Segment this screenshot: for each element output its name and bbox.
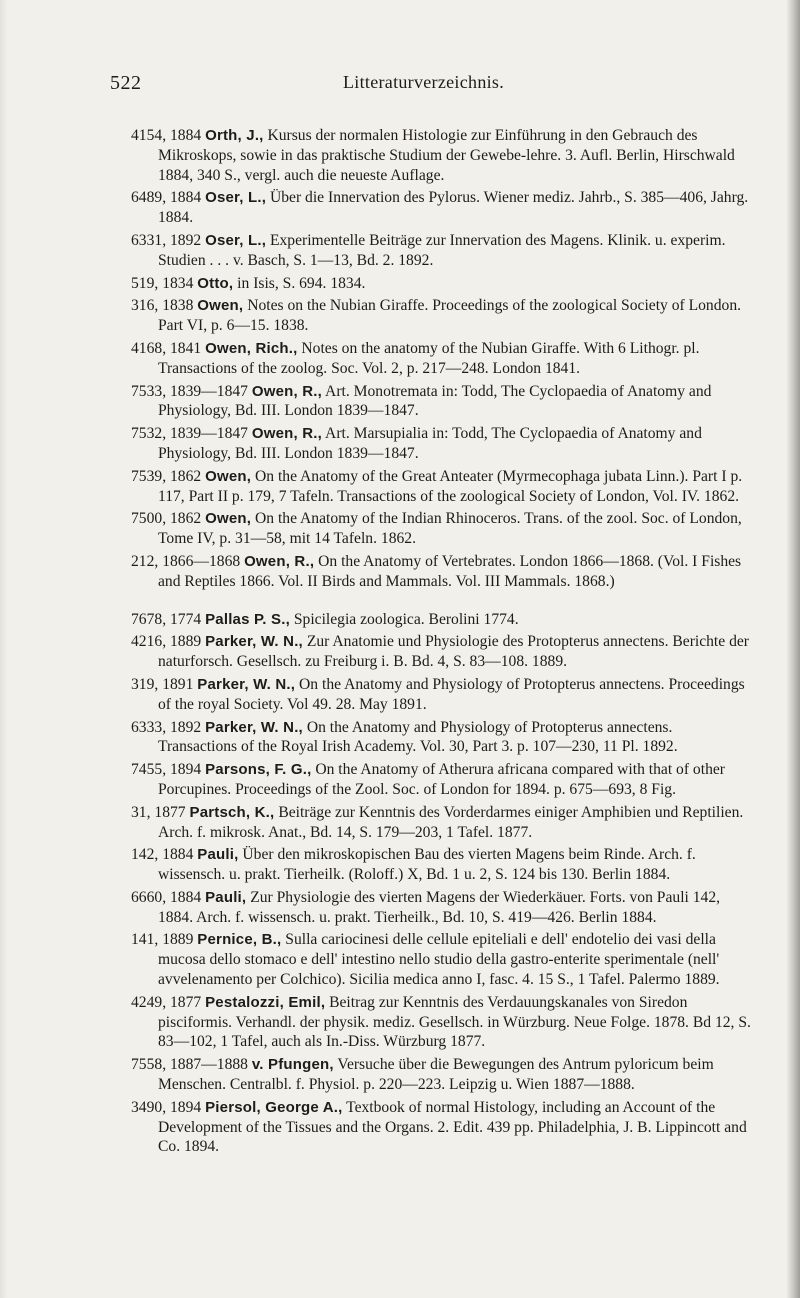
entry-number: 7500, 1862 xyxy=(131,510,206,528)
entry-author: Owen, xyxy=(197,297,244,315)
entry-text: Notes on the anatomy of the Nubian Giraffe. With 6 Lithogr. pl. Transactions of the zoolog. Soc. Vol. 2, p. 217—248. London 1841. xyxy=(158,339,700,377)
bibliography-entry xyxy=(131,803,751,843)
entry-author: Owen, xyxy=(205,510,252,528)
entry-number: 519, 1834 xyxy=(131,274,198,292)
bibliography-entry xyxy=(131,231,751,271)
entry-number: 7678, 1774 xyxy=(131,610,206,628)
bibliography-entry xyxy=(131,993,751,1052)
bibliography-entry xyxy=(131,552,751,592)
entry-text: On the Anatomy and Physiology of Protopterus annectens. Proceedings of the royal Society. Vol 49. 28. May 1891. xyxy=(158,675,745,713)
entry-number: 4249, 1877 xyxy=(131,993,206,1011)
bibliography-entry xyxy=(131,424,751,464)
entry-number: 6333, 1892 xyxy=(131,718,206,736)
entry-number: 6331, 1892 xyxy=(131,231,206,249)
entry-author: Oser, L., xyxy=(205,189,267,207)
bibliography-entry xyxy=(131,888,751,928)
bibliography-entry xyxy=(131,126,751,185)
bibliography-entry xyxy=(131,296,751,336)
bibliography-entry xyxy=(131,675,751,715)
entry-text: Beitrag zur Kenntnis des Verdauungskanales von Siredon pisciformis. Verhandl. der physik. mediz. Gesellsch. in Würzburg. Neue Folge. 1878. Bd 12, S. 83—102, 1 Tafel, auch als In.-Diss. Würzburg 1877. xyxy=(158,993,751,1051)
bibliography-entry xyxy=(131,467,751,507)
entry-text: Notes on the Nubian Giraffe. Proceedings of the zoological Society of London. Part VI, p. 6—15. 1838. xyxy=(158,297,742,335)
entry-number: 4154, 1884 xyxy=(131,127,206,144)
entry-text: Beiträge zur Kenntnis des Vorderdarmes einiger Amphibien und Reptilien. Arch. f. mikrosk. Anat., Bd. 14, S. 179—203, 1 Tafel. 1877. xyxy=(158,803,744,841)
entry-text: Art. Monotremata in: Todd, The Cyclopaedia of Anatomy and Physiology, Bd. III. London 1839—1847. xyxy=(158,382,712,420)
entry-author: Partsch, K., xyxy=(189,803,275,821)
entry-author: Parker, W. N., xyxy=(197,675,296,693)
entry-author: Parker, W. N., xyxy=(205,633,303,651)
entry-number: 319, 1891 xyxy=(131,675,198,693)
entry-author: Owen, R., xyxy=(251,382,323,400)
entry-number: 316, 1838 xyxy=(131,297,198,315)
bibliography-list xyxy=(131,126,778,1160)
entry-author: Pestalozzi, Emil, xyxy=(205,993,326,1011)
entry-author: Piersol, George A., xyxy=(205,1098,343,1116)
entry-author: Owen, Rich., xyxy=(205,339,298,357)
bibliography-entry xyxy=(131,1055,751,1095)
entry-number: 4216, 1889 xyxy=(131,633,206,651)
entry-text: in Isis, S. 694. 1834. xyxy=(233,274,366,292)
entry-text: Experimentelle Beiträge zur Innervation des Magens. Klinik. u. experim. Studien . . . v. Basch, S. 1—13, Bd. 2. 1892. xyxy=(158,231,726,269)
bibliography-entry xyxy=(131,718,751,758)
entry-author: Owen, R., xyxy=(244,552,315,570)
entry-number: 7532, 1839—1847 xyxy=(131,425,252,443)
entry-number: 212, 1866—1868 xyxy=(131,552,245,570)
entry-author: v. Pfungen, xyxy=(251,1056,334,1074)
entry-author: Parsons, F. G., xyxy=(205,761,312,779)
entry-text: Sulla cariocinesi delle cellule epiteliali e dell' endotelio dei vasi della mucosa dello stomaco e dell' intestino nello studio della gastro-enterite sperimentale (nell' avvelenamento per Colchico). Sicilia medica anno I, fasc. 4. 15 S., 1 Tafel. Palermo 1889. xyxy=(158,931,720,989)
bibliography-entry xyxy=(131,339,751,379)
page-number: 522 xyxy=(110,72,142,94)
entry-author: Otto, xyxy=(197,274,234,292)
entry-number: 7533, 1839—1847 xyxy=(131,382,252,400)
entry-text: Textbook of normal Histology, including an Account of the Development of the Tissues and the Organs. 2. Edit. 439 pp. Philadelphia, J. B. Lippincott and Co. 1894. xyxy=(158,1098,747,1156)
entry-text: On the Anatomy and Physiology of Protopterus annectens. Transactions of the Royal Irish Academy. Vol. 30, Part 3. p. 107—230, 11 Pl. 1892. xyxy=(158,718,678,756)
entry-number: 141, 1889 xyxy=(131,931,198,949)
entry-text: On the Anatomy of Vertebrates. London 1866—1868. (Vol. I Fishes and Reptiles 1866. Vol. II Birds and Mammals. Vol. III Mammals. 1868.) xyxy=(158,552,742,590)
bibliography-entry xyxy=(131,632,751,672)
bibliography-entry xyxy=(131,188,751,228)
bibliography-entry xyxy=(131,760,751,800)
bibliography-entry xyxy=(131,382,751,422)
entry-author: Parker, W. N., xyxy=(205,718,303,736)
bibliography-entry xyxy=(131,274,751,294)
entry-text: Zur Anatomie und Physiologie des Protopterus annectens. Berichte der naturforsch. Gesellsch. zu Freiburg i. B. Bd. 4, S. 83—108. 1889. xyxy=(158,633,749,671)
entry-author: Owen, xyxy=(205,467,252,485)
entry-author: Owen, R., xyxy=(251,425,323,443)
entry-text: Spicilegia zoologica. Berolini 1774. xyxy=(289,610,519,628)
entry-number: 4168, 1841 xyxy=(131,339,206,357)
entry-text: On the Anatomy of the Great Anteater (Myrmecophaga jubata Linn.). Part I p. 117, Part II p. 179, 7 Tafeln. Transactions of the zoological Society of London, Vol. IV. 1862. xyxy=(158,467,743,505)
bibliography-entry xyxy=(131,610,751,630)
entry-text: Art. Marsupialia in: Todd, The Cyclopaedia of Anatomy and Physiology, Bd. III. London 1839—1847. xyxy=(158,425,702,462)
page-edge-shadow xyxy=(786,0,800,1298)
entry-text: On the Anatomy of Atherura africana compared with that of other Porcupines. Proceedings of the Zool. Soc. of London for 1894. p. 675—693, 8 Fig. xyxy=(158,761,725,798)
bibliography-entry xyxy=(131,845,751,885)
bibliography-entry xyxy=(131,930,751,989)
running-title: Litteraturverzeichnis. xyxy=(343,72,505,92)
page-gutter-shadow xyxy=(0,0,8,1298)
entry-text: On the Anatomy of the Indian Rhinoceros. Trans. of the zool. Soc. of London, Tome IV, p. 31—58, mit 14 Tafeln. 1862. xyxy=(158,510,742,548)
entry-number: 6489, 1884 xyxy=(131,189,206,207)
entry-number: 3490, 1894 xyxy=(131,1098,206,1116)
entry-text: Zur Physiologie des vierten Magens der Wiederkäuer. Forts. von Pauli 142, 1884. Arch. f. wissensch. u. prakt. Tierheilk., Bd. 10, S. 419—426. Berlin 1884. xyxy=(158,888,721,926)
page-header xyxy=(110,72,680,102)
entry-number: 31, 1877 xyxy=(131,803,190,821)
bibliography-entry xyxy=(131,1098,751,1157)
entry-text: Über den mikroskopischen Bau des vierten Magens beim Rinde. Arch. f. wissensch. u. prakt. Tierheilk. (Roloff.) X, Bd. 1 u. 2, S. 124 bis 130. Berlin 1884. xyxy=(158,846,696,884)
entry-author: Pauli, xyxy=(197,846,239,864)
entry-text: Über die Innervation des Pylorus. Wiener mediz. Jahrb., S. 385—406, Jahrg. 1884. xyxy=(158,189,749,227)
entry-number: 7558, 1887—1888 xyxy=(131,1056,252,1074)
entry-number: 7539, 1862 xyxy=(131,467,206,485)
entry-text: Kursus der normalen Histologie zur Einführung in den Gebrauch des Mikroskops, sowie in das praktische Studium der Gewebe-lehre. 3. Aufl. Berlin, Hirschwald 1884, 340 S., vergl. auch die neueste Auflage. xyxy=(158,127,735,184)
entry-author: Pallas P. S., xyxy=(205,610,290,628)
entry-number: 7455, 1894 xyxy=(131,761,206,779)
entry-author: Pauli, xyxy=(205,888,247,906)
entry-number: 6660, 1884 xyxy=(131,888,206,906)
entry-number: 142, 1884 xyxy=(131,846,198,864)
entry-author: Orth, J., xyxy=(205,127,264,144)
entry-author: Pernice, B., xyxy=(197,931,282,949)
entry-author: Oser, L., xyxy=(205,231,267,249)
bibliography-entry xyxy=(131,509,751,549)
section-gap xyxy=(158,595,778,610)
entry-text: Versuche über die Bewegungen des Antrum pyloricum beim Menschen. Centralbl. f. Physiol. p. 220—223. Leipzig u. Wien 1887—1888. xyxy=(158,1056,714,1094)
